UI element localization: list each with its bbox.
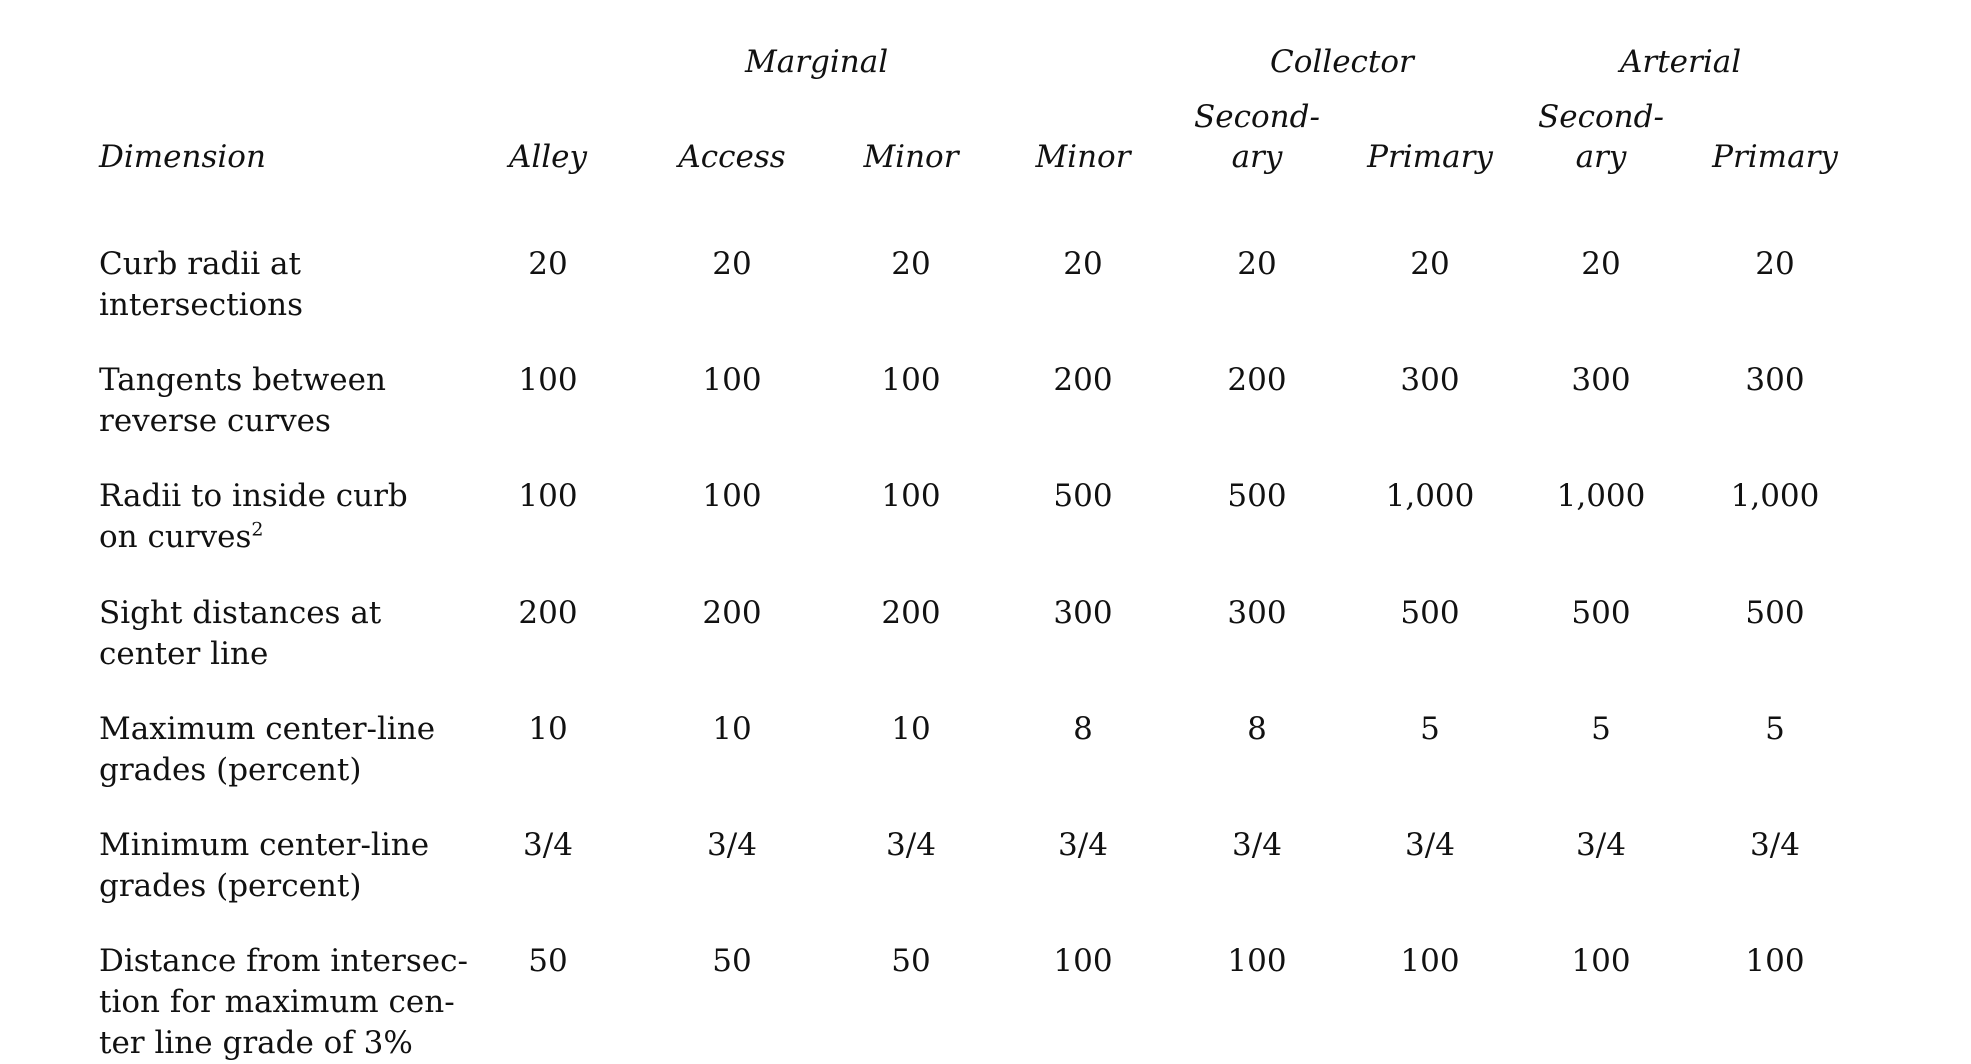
- column-header-line2: Access: [678, 139, 786, 175]
- column-header-line2: Primary: [1367, 139, 1493, 175]
- table-cell: 20: [1755, 246, 1795, 282]
- row-label: [99, 593, 449, 675]
- row-label-line: [99, 476, 449, 517]
- column-header-line2: Minor: [1035, 139, 1131, 175]
- table-cell: 200: [702, 595, 762, 631]
- row-label-line: [99, 1023, 449, 1064]
- table-cell: 8: [1247, 711, 1267, 747]
- table-cell: 50: [712, 943, 752, 979]
- row-label-line: [99, 750, 449, 791]
- table-cell: 500: [1053, 478, 1113, 514]
- row-label-line: [99, 517, 449, 558]
- table-cell: 300: [1400, 362, 1460, 398]
- column-header-line1: Second-: [1194, 99, 1320, 135]
- group-header-marginal: Marginal: [745, 44, 889, 80]
- table-cell: 200: [1227, 362, 1287, 398]
- row-label-line: [99, 244, 449, 285]
- row-label-line: [99, 401, 449, 442]
- row-label-text: Distance from intersec-: [99, 943, 468, 979]
- row-label-text: ter line grade of 3%: [99, 1025, 413, 1061]
- table-cell: 300: [1745, 362, 1805, 398]
- table-cell: 20: [1063, 246, 1103, 282]
- row-label-text: on curves: [99, 519, 252, 555]
- table-cell: 3/4: [707, 827, 757, 863]
- row-label-text: Tangents between: [99, 362, 386, 398]
- column-header-line2: Alley: [508, 139, 588, 175]
- table-cell: 3/4: [1058, 827, 1108, 863]
- table-cell: 500: [1745, 595, 1805, 631]
- row-label: [99, 825, 449, 907]
- table-cell: 3/4: [523, 827, 573, 863]
- table-cell: 100: [1227, 943, 1287, 979]
- row-label-line: [99, 634, 449, 675]
- row-label-text: intersections: [99, 287, 304, 323]
- footnote-superscript: 2: [251, 518, 264, 541]
- table-cell: 1,000: [1385, 478, 1475, 514]
- row-label-text: Radii to inside curb: [99, 478, 408, 514]
- table-cell: 100: [1571, 943, 1631, 979]
- table-cell: 300: [1571, 362, 1631, 398]
- table-cell: 500: [1571, 595, 1631, 631]
- table-cell: 100: [1745, 943, 1805, 979]
- row-label-text: center line: [99, 636, 269, 672]
- table-cell: 10: [891, 711, 931, 747]
- row-label-text: grades (percent): [99, 752, 362, 788]
- table-cell: 100: [702, 362, 762, 398]
- table-cell: 3/4: [886, 827, 936, 863]
- row-label-text: reverse curves: [99, 403, 331, 439]
- row-label-text: grades (percent): [99, 868, 362, 904]
- row-label-line: [99, 982, 455, 1023]
- row-label-line: [99, 941, 468, 982]
- table-cell: 200: [881, 595, 941, 631]
- row-label-text: tion for maximum cen-: [99, 984, 455, 1020]
- table-cell: 1,000: [1730, 478, 1820, 514]
- table-cell: 3/4: [1576, 827, 1626, 863]
- table-cell: 100: [1400, 943, 1460, 979]
- row-label: [99, 941, 468, 1064]
- table-cell: 100: [518, 478, 578, 514]
- table-cell: 3/4: [1405, 827, 1455, 863]
- column-header-line2: ary: [1231, 139, 1283, 175]
- table-cell: 300: [1053, 595, 1113, 631]
- row-label: [99, 360, 449, 442]
- row-label-text: Curb radii at: [99, 246, 301, 282]
- table-cell: 200: [518, 595, 578, 631]
- table-cell: 20: [1410, 246, 1450, 282]
- table-cell: 300: [1227, 595, 1287, 631]
- table-cell: 500: [1400, 595, 1460, 631]
- table-cell: 20: [891, 246, 931, 282]
- column-header-line2: Minor: [863, 139, 959, 175]
- table-cell: 20: [712, 246, 752, 282]
- group-header-collector: Collector: [1270, 44, 1414, 80]
- row-label-text: Minimum center-line: [99, 827, 430, 863]
- row-label: [99, 709, 449, 791]
- table-cell: 100: [702, 478, 762, 514]
- row-label-line: [99, 593, 449, 634]
- row-label-text: Sight distances at: [99, 595, 382, 631]
- table-cell: 50: [528, 943, 568, 979]
- table-cell: 10: [712, 711, 752, 747]
- table-cell: 20: [1581, 246, 1621, 282]
- table-cell: 20: [528, 246, 568, 282]
- table-cell: 10: [528, 711, 568, 747]
- table-cell: 100: [1053, 943, 1113, 979]
- row-label-line: [99, 866, 449, 907]
- row-label-line: [99, 360, 449, 401]
- row-label-text: Maximum center-line: [99, 711, 436, 747]
- row-label: [99, 244, 449, 326]
- column-header-line1: Second-: [1538, 99, 1664, 135]
- row-label: [99, 476, 449, 558]
- table-cell: 8: [1073, 711, 1093, 747]
- table-cell: 500: [1227, 478, 1287, 514]
- table-cell: 1,000: [1556, 478, 1646, 514]
- table-cell: 100: [881, 362, 941, 398]
- dimension-header: Dimension: [99, 139, 266, 175]
- table-cell: 5: [1591, 711, 1611, 747]
- table-cell: 5: [1765, 711, 1785, 747]
- table-cell: 20: [1237, 246, 1277, 282]
- column-header-line2: Primary: [1712, 139, 1838, 175]
- column-header-line2: ary: [1575, 139, 1627, 175]
- table-cell: 3/4: [1750, 827, 1800, 863]
- table-cell: 200: [1053, 362, 1113, 398]
- table-cell: 50: [891, 943, 931, 979]
- row-label-line: [99, 825, 449, 866]
- table-cell: 100: [518, 362, 578, 398]
- table-cell: 3/4: [1232, 827, 1282, 863]
- table-cell: 5: [1420, 711, 1440, 747]
- row-label-line: [99, 709, 449, 750]
- table-cell: 100: [881, 478, 941, 514]
- group-header-arterial: Arterial: [1620, 44, 1742, 80]
- row-label-line: [99, 285, 449, 326]
